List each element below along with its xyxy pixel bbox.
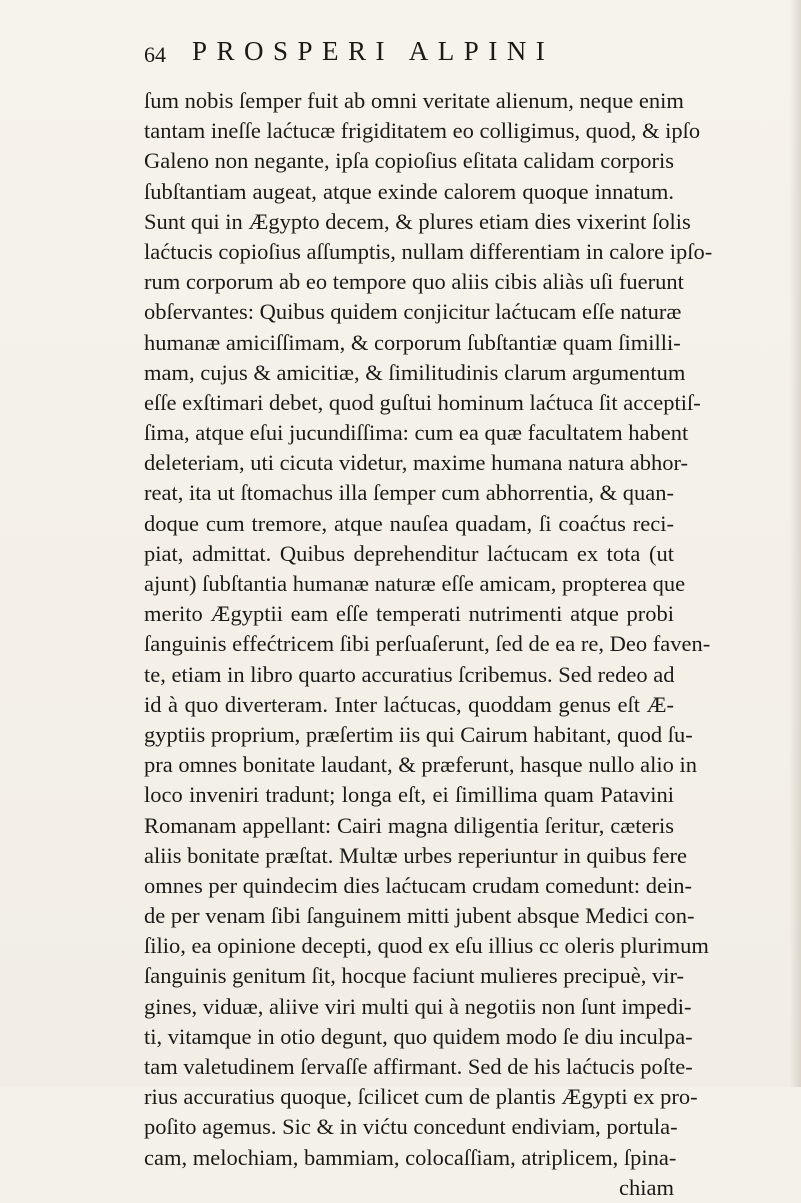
text-line: gyptiis proprium, præſertim iis qui Cairum habitant, quod ſu- bbox=[144, 721, 693, 747]
text-line: ti, vitamque in otio degunt, quo quidem modo ſe diu inculpa- bbox=[144, 1023, 693, 1049]
text-line: obſervantes: Quibus quidem conjicitur laćtucam eſſe naturæ bbox=[144, 299, 682, 325]
text-line: piat, admittat. Quibus deprehenditur laćtucam ex tota (ut bbox=[144, 540, 674, 566]
text-line: deleteriam, uti cicuta videtur, maxime humana natura abhor- bbox=[144, 450, 689, 476]
text-line: ſanguinis genitum ſit, hocque faciunt mulieres precipuè, vir- bbox=[144, 963, 685, 989]
text-line: id à quo diverteram. Inter laćtucas, quoddam genus eſt Æ- bbox=[144, 691, 674, 717]
text-line: eſſe exſtimari debet, quod guſtui hominum laćtuca ſit acceptiſ- bbox=[144, 389, 701, 415]
text-line: tantam ineſſe laćtucæ frigiditatem eo colligimus, quod, & ipſo bbox=[144, 118, 701, 144]
text-line: Sunt qui in Ægypto decem, & plures etiam dies vixerint ſolis bbox=[144, 208, 691, 234]
text-line: pra omnes bonitate laudant, & præferunt, hasque nullo alio in bbox=[144, 752, 697, 778]
text-line: cam, melochiam, bammiam, colocaſſiam, atriplicem, ſpina- bbox=[144, 1144, 677, 1170]
text-line: rum corporum ab eo tempore quo aliis cibis aliàs uſi fuerunt bbox=[144, 269, 684, 295]
body-text bbox=[144, 86, 713, 1203]
page-header bbox=[144, 36, 684, 76]
running-head: PROSPERI ALPINI bbox=[192, 36, 555, 66]
text-line: reat, ita ut ſtomachus illa ſemper cum abhorrentia, & quan- bbox=[144, 480, 674, 506]
text-line: mam, cujus & amicitiæ, & ſimilitudinis clarum argumentum bbox=[144, 359, 686, 385]
page-edge-shadow bbox=[789, 0, 801, 1087]
text-line: ſima, atque eſui jucundiſſima: cum ea quæ facultatem habent bbox=[144, 420, 689, 446]
text-line: poſito agemus. Sic & in vićtu concedunt endiviam, portula- bbox=[144, 1114, 678, 1140]
text-line: gines, viduæ, aliive viri multi qui à negotiis non ſunt impedi- bbox=[144, 993, 692, 1019]
text-line: aliis bonitate præſtat. Multæ urbes reperiuntur in quibus fere bbox=[144, 842, 688, 868]
text-line: ſilio, ea opinione decepti, quod ex eſu illius cc oleris plurimum bbox=[144, 933, 709, 959]
text-line: doque cum tremore, atque nauſea quadam, ſi coaćtus reci- bbox=[144, 510, 674, 536]
text-line: omnes per quindecim dies laćtucam crudam comedunt: dein- bbox=[144, 872, 692, 898]
text-line: ſum nobis ſemper fuit ab omni veritate alienum, neque enim bbox=[144, 88, 684, 113]
text-line: te, etiam in libro quarto accuratius ſcribemus. Sed redeo ad bbox=[144, 661, 675, 687]
text-line: merito Ægyptii eam eſſe temperati nutrimenti atque probi bbox=[144, 601, 674, 627]
text-line: laćtucis copioſius aſſumptis, nullam differentiam in calore ipſo- bbox=[144, 238, 713, 264]
text-line: Galeno non negante, ipſa copioſius eſitata calidam corporis bbox=[144, 148, 674, 174]
text-line: tam valetudinem ſervaſſe affirmant. Sed de his laćtucis poſte- bbox=[144, 1054, 693, 1079]
text-line: ajunt) ſubſtantia humanæ naturæ eſſe amicam, propterea que bbox=[144, 571, 686, 596]
text-line: ſubſtantiam augeat, atque exinde calorem quoque innatum. bbox=[144, 178, 674, 204]
page-number: 64 bbox=[144, 42, 166, 67]
text-line: loco inveniri tradunt; longa eſt, ei ſimillima quam Patavini bbox=[144, 782, 674, 808]
text-line: Romanam appellant: Cairi magna diligentia ſeritur, cæteris bbox=[144, 812, 674, 838]
text-line: de per venam ſibi ſanguinem mitti jubent absque Medici con- bbox=[144, 903, 695, 929]
text-line: rius accuratius quoque, ſcilicet cum de plantis Ægypti ex pro- bbox=[144, 1084, 698, 1110]
text-line: humanæ amiciſſimam, & corporum ſubſtantiæ quam ſimilli- bbox=[144, 329, 681, 355]
text-line: ſanguinis effećtricem ſibi perſuaſerunt, ſed de ea re, Deo faven- bbox=[144, 631, 711, 657]
text-line: chiam bbox=[619, 1174, 674, 1200]
